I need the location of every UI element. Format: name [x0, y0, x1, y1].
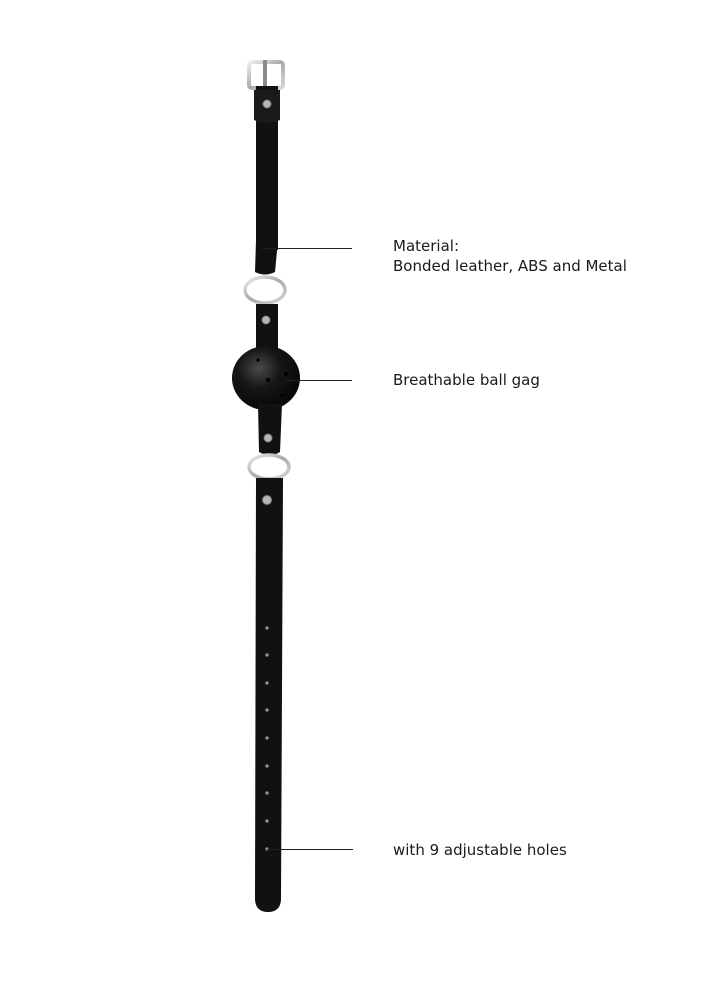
rivet-icon: [263, 496, 272, 505]
o-ring-icon: [245, 277, 285, 303]
material-callout-line: [262, 248, 352, 249]
holes-callout: with 9 adjustable holes: [393, 841, 567, 859]
ball-icon: [232, 346, 300, 410]
top-strap: [254, 86, 280, 275]
long-strap: [255, 478, 283, 912]
o-ring-icon: [249, 455, 289, 479]
buckle-icon: [249, 60, 283, 90]
ball-callout: Breathable ball gag: [393, 371, 540, 389]
lower-ball-strap: [258, 404, 282, 455]
rivet-icon: [263, 100, 271, 108]
material-heading: Material:: [393, 237, 459, 255]
rivet-icon: [264, 434, 272, 442]
material-callout: [393, 236, 627, 276]
ball-callout-line: [286, 380, 352, 381]
rivet-icon: [262, 316, 270, 324]
material-description: Bonded leather, ABS and Metal: [393, 257, 627, 275]
holes-callout-line: [267, 849, 353, 850]
